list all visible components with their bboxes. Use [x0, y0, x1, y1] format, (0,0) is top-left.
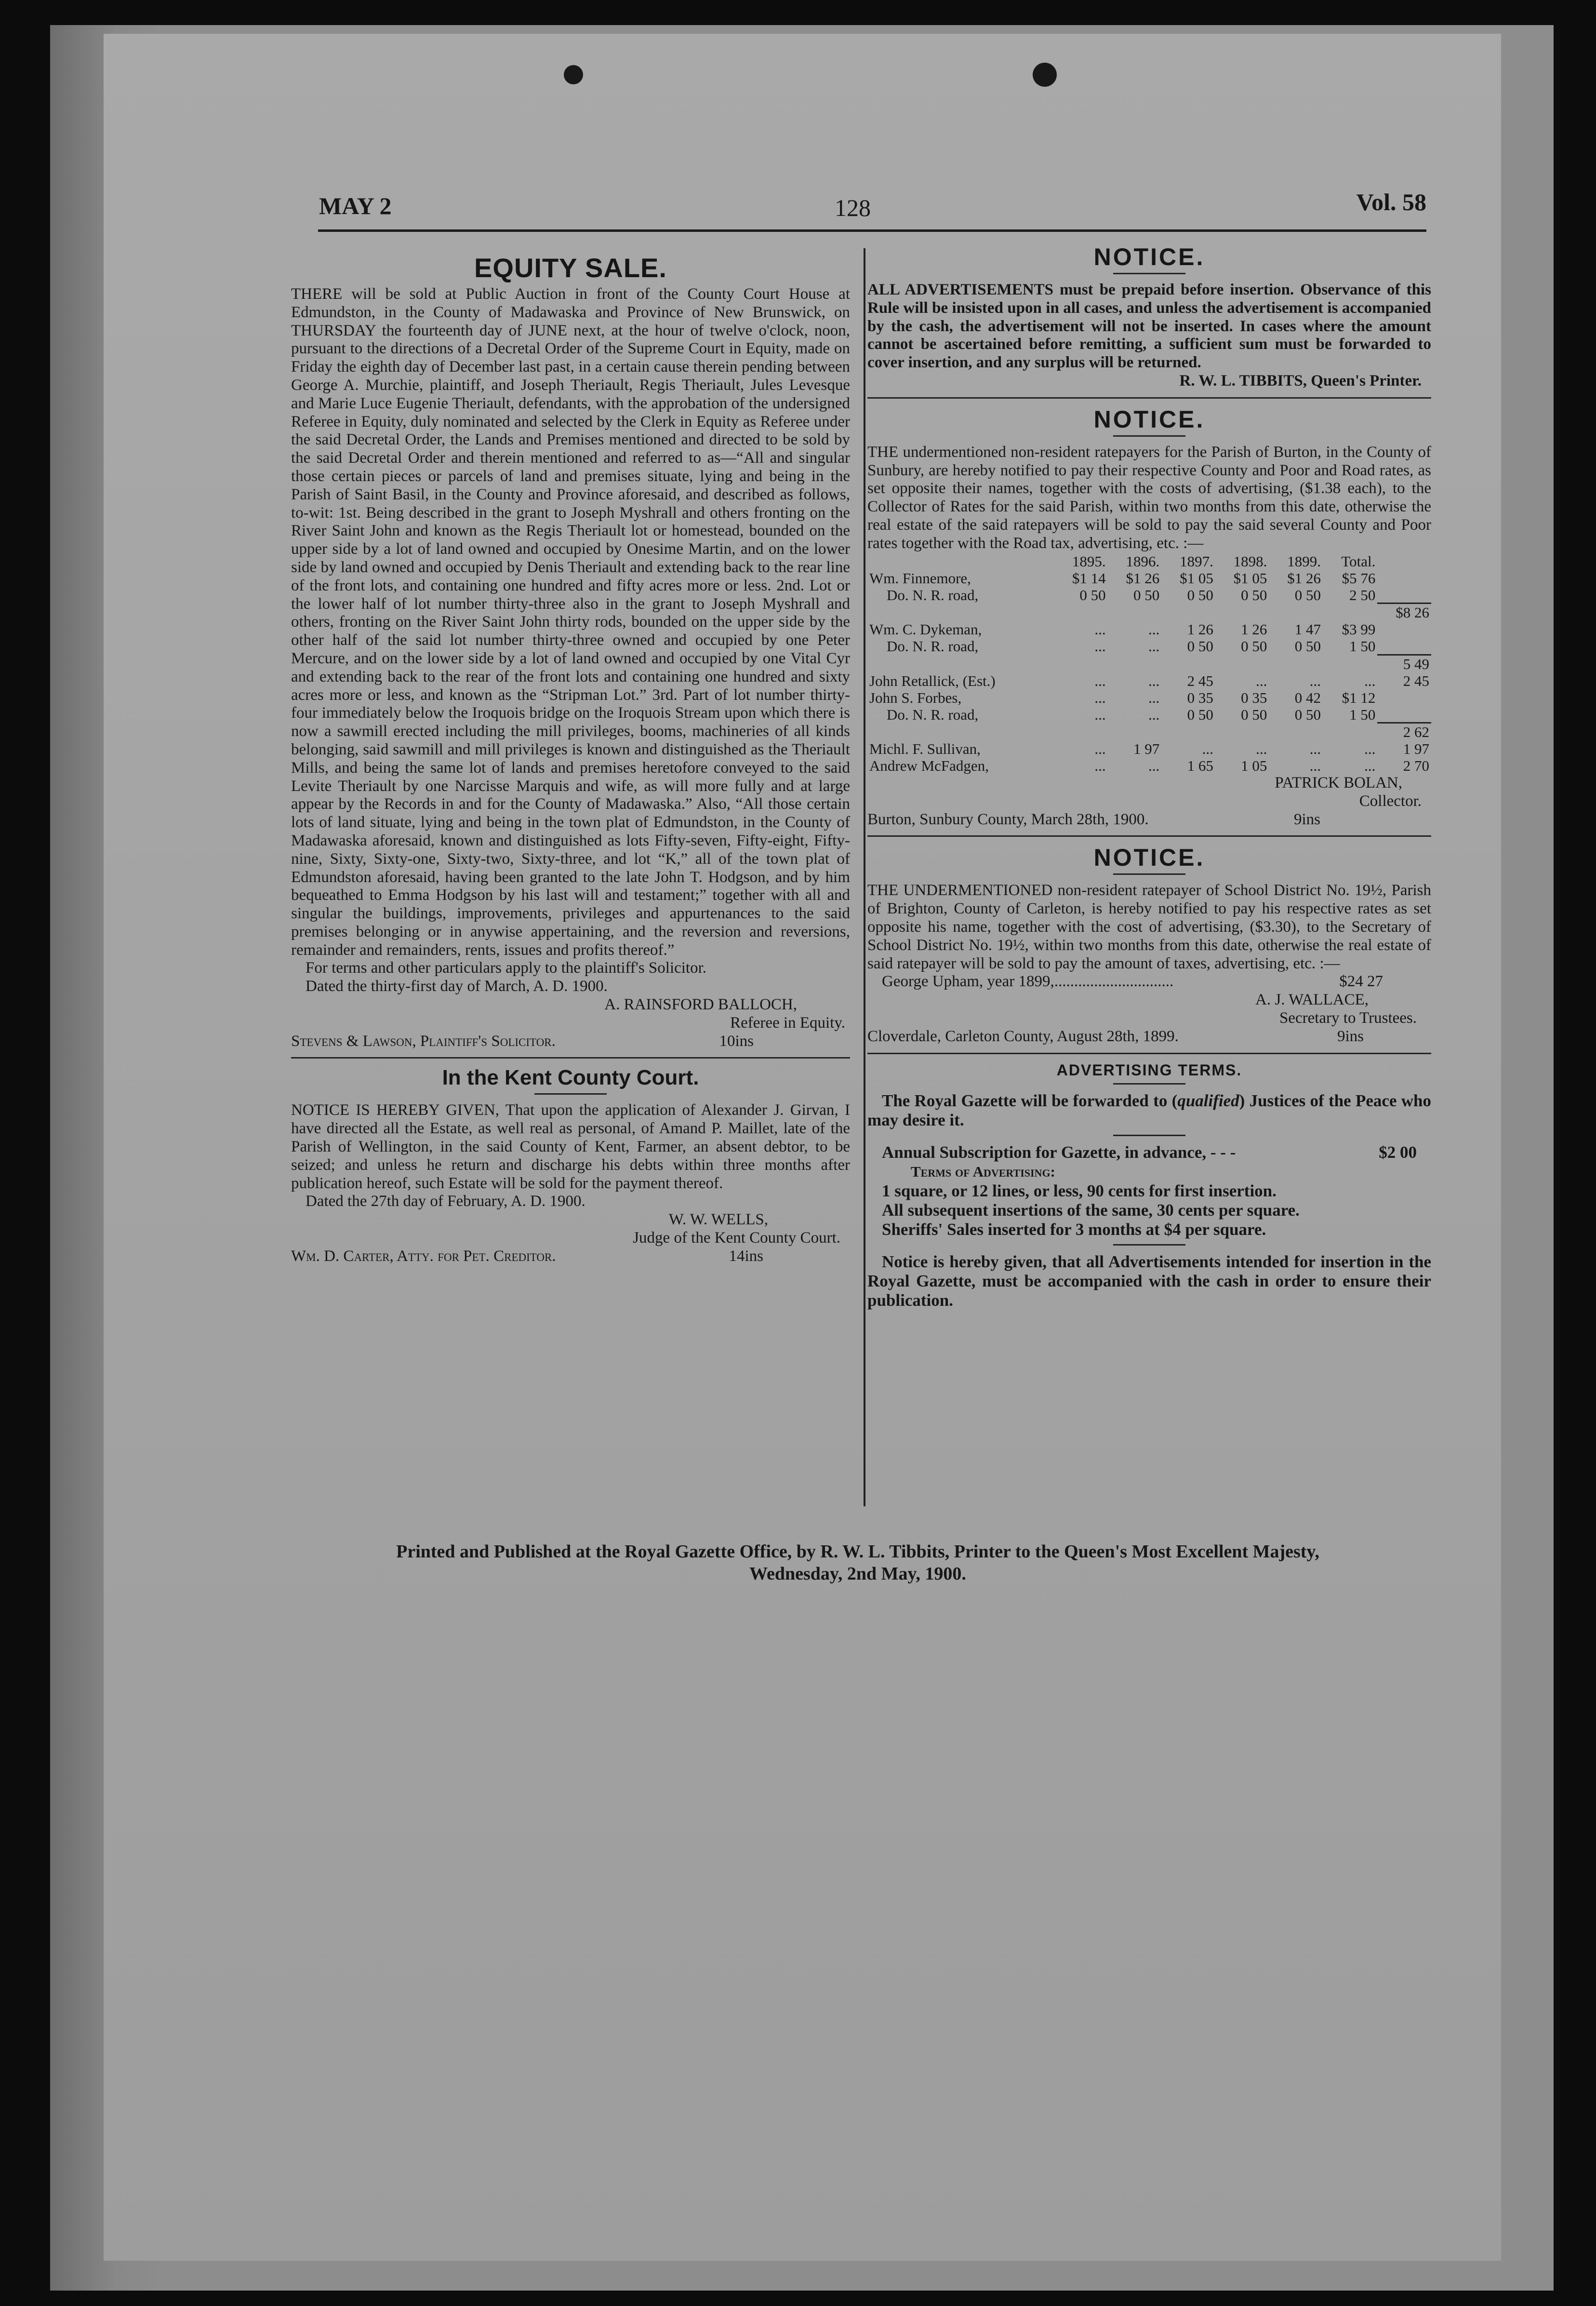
rate-cell	[1377, 638, 1431, 655]
burton-notice	[867, 403, 1431, 829]
equity-sale-title: EQUITY SALE.	[474, 253, 667, 283]
rate-cell	[1269, 723, 1323, 741]
section-rule	[867, 1053, 1431, 1054]
left-column	[291, 251, 850, 1266]
brighton-notice-body: THE UNDERMENTIONED non-resident ratepayer of School District No. 19½, Parish of Brighton, County of Carleton, is hereby notified to pay his respective rates as set opposite his name, together with the cost of advertising, ($3.30), to the Secretary of School District No. 19½, within two months from this date, otherwise the real estate of said ratepayer will be sold to pay the amount of taxes, advertising, etc. :—	[867, 882, 1431, 972]
rate-cell	[1269, 603, 1323, 621]
section-rule	[867, 397, 1431, 399]
rate-cell: ...	[1094, 672, 1106, 689]
equity-sale-dated: Dated the thirty-first day of March, A. D. 1900.	[306, 978, 608, 995]
advertising-terms-title: ADVERTISING TERMS.	[1056, 1061, 1242, 1079]
rate-cell: ...	[1094, 706, 1106, 723]
kent-court-signatory: W. W. WELLS,	[668, 1211, 768, 1229]
rate-cell: ...	[1094, 621, 1106, 638]
rate-cell: 0 35	[1241, 689, 1267, 706]
title-underline	[1113, 435, 1185, 437]
rate-cell: ...	[1148, 706, 1160, 723]
prepaid-notice-title: NOTICE.	[1093, 243, 1205, 270]
rate-cell	[1161, 723, 1215, 741]
subscription-price: $2 00	[1379, 1142, 1417, 1162]
page-number: 128	[835, 194, 871, 221]
rate-cell	[1161, 603, 1215, 621]
rate-cell	[1323, 603, 1377, 621]
brighton-notice-amount: $24 27	[1339, 973, 1383, 991]
rate-cell	[1054, 603, 1108, 621]
imprint	[289, 1541, 1426, 1585]
kent-court-attorney: Wm. D. Carter, Atty. for Pet. Creditor.	[291, 1247, 556, 1265]
subscription-label: Annual Subscription for Gazette, in advance, - - -	[882, 1142, 1236, 1162]
brighton-notice-entry: George Upham, year 1899,..............................	[882, 973, 1174, 991]
rate-cell	[1054, 723, 1108, 741]
rates-row	[867, 757, 1431, 774]
kent-court-title: In the Kent County Court.	[442, 1066, 699, 1090]
rate-cell: 2 45	[1403, 672, 1429, 689]
rates-row	[867, 621, 1431, 638]
burton-rates-table	[867, 553, 1431, 775]
equity-sale-signatory-title: Referee in Equity.	[730, 1014, 845, 1032]
prepaid-notice	[867, 241, 1431, 390]
rate-cell: ...	[1364, 757, 1376, 775]
rate-cell	[1215, 723, 1269, 741]
header-rule	[318, 229, 1426, 232]
imprint-line-1: Printed and Published at the Royal Gazette Office, by R. W. L. Tibbits, Printer to the Queen's Most Excellent Majesty,	[396, 1542, 1319, 1562]
rate-cell: 0 50	[1294, 586, 1321, 603]
prepaid-notice-signatory: R. W. L. TIBBITS, Queen's Printer.	[1179, 372, 1422, 389]
rate-cell: 1 05	[1241, 757, 1267, 775]
brighton-notice-place-date: Cloverdale, Carleton County, August 28th, 1899.	[867, 1027, 1179, 1045]
rate-cell	[1108, 723, 1162, 741]
rate-cell	[1377, 570, 1431, 587]
ratepayer-name: Michl. F. Sullivan,	[869, 740, 981, 758]
rate-cell: 5 49	[1377, 655, 1431, 672]
running-head	[319, 188, 1426, 226]
gazette-notice-emphasis: qualified	[1177, 1091, 1239, 1110]
equity-sale-signatory: A. RAINSFORD BALLOCH,	[604, 996, 797, 1014]
burton-notice-title: NOTICE.	[1093, 405, 1205, 433]
advertising-terms	[867, 1059, 1431, 1310]
short-rule	[1113, 1244, 1185, 1246]
rate-cell: 2 62	[1377, 723, 1431, 741]
equity-sale-notice	[291, 251, 850, 1050]
rate-cell: 0 50	[1187, 586, 1213, 603]
rate-cell: ...	[1256, 740, 1267, 758]
title-underline	[1113, 1083, 1185, 1085]
gazette-notice-text: The Royal Gazette will be forwarded to (	[882, 1091, 1178, 1110]
title-underline	[1113, 273, 1185, 274]
rates-row	[867, 723, 1431, 741]
issue-date: MAY 2	[319, 192, 392, 219]
brighton-notice-footer	[867, 1028, 1431, 1046]
rate-cell: $1 14	[1072, 569, 1106, 587]
rate-cell: 2 70	[1403, 757, 1429, 775]
rate-cell	[1054, 655, 1108, 672]
terms-item: Sheriffs' Sales inserted for 3 months at $4 per square.	[882, 1220, 1266, 1239]
rate-cell	[1323, 655, 1377, 672]
rate-cell: ...	[1364, 740, 1376, 758]
short-rule	[1113, 1135, 1185, 1136]
equity-sale-terms: For terms and other particulars apply to the plaintiff's Solicitor.	[306, 959, 707, 977]
rate-cell	[1215, 603, 1269, 621]
rate-cell: ...	[1094, 757, 1106, 775]
rate-cell: 0 50	[1241, 706, 1267, 723]
burton-notice-footer	[867, 811, 1431, 829]
rate-cell: ...	[1202, 740, 1213, 758]
kent-court-dated: Dated the 27th day of February, A. D. 1900.	[306, 1193, 585, 1210]
rates-row	[867, 570, 1431, 587]
ratepayer-name	[867, 723, 1054, 741]
rate-cell: ...	[1148, 621, 1160, 638]
rate-cell: ...	[1094, 689, 1106, 706]
rate-cell: 0 42	[1294, 689, 1321, 706]
gazette-notice	[867, 1091, 1431, 1130]
rate-cell: $1 05	[1180, 569, 1213, 587]
rate-cell: 1 47	[1294, 621, 1321, 638]
ratepayer-name: John S. Forbes,	[869, 689, 962, 706]
rate-cell	[1377, 587, 1431, 603]
rate-cell: 0 50	[1187, 638, 1213, 655]
terms-item: 1 square, or 12 lines, or less, 90 cents for first insertion.	[882, 1181, 1277, 1200]
rate-cell: ...	[1256, 672, 1267, 689]
ratepayer-name: Do. N. R. road,	[887, 706, 979, 723]
rate-cell: $3 99	[1342, 621, 1376, 638]
burton-notice-signatory-title: Collector.	[1359, 792, 1422, 810]
volume-number: Vol. 58	[1356, 188, 1426, 215]
rate-cell	[1161, 655, 1215, 672]
burton-notice-signatory: PATRICK BOLAN,	[1275, 774, 1402, 792]
ratepayer-name	[867, 603, 1054, 621]
rate-cell: 1 97	[1403, 740, 1429, 758]
rate-cell: ...	[1364, 672, 1376, 689]
terms-list	[867, 1181, 1431, 1239]
punch-hole-1	[564, 65, 583, 84]
equity-sale-footer	[291, 1032, 850, 1051]
ratepayer-name: Do. N. R. road,	[887, 638, 979, 655]
prepaid-notice-body: ALL ADVERTISEMENTS must be prepaid before insertion. Observance of this Rule will be insisted upon in all cases, and unless the advertisement is accompanied by the cash, the advertisement will not be inserted. In cases where the amount cannot be ascertained before remitting, a sufficient sum must be forwarded to cover insertion, and any surplus will be returned.	[867, 281, 1431, 372]
ratepayer-name: Wm. Finnemore,	[869, 569, 971, 587]
rate-cell: 0 50	[1241, 586, 1267, 603]
rate-cell	[1269, 655, 1323, 672]
rate-cell: $1 26	[1287, 569, 1321, 587]
rate-cell	[1215, 655, 1269, 672]
rate-cell	[1323, 723, 1377, 741]
rate-cell: 0 50	[1187, 706, 1213, 723]
rates-header-row	[867, 553, 1431, 570]
rate-cell: 2 50	[1349, 586, 1376, 603]
terms-closing: Notice is hereby given, that all Advertisements intended for insertion in the Royal Gazette, must be accompanied with the cash in order to ensure their publication.	[867, 1252, 1431, 1310]
brighton-notice-insertions: 9ins	[1337, 1027, 1364, 1045]
burton-notice-body: THE undermentioned non-resident ratepayers for the Parish of Burton, in the County of Sunbury, are hereby notified to pay their respective County and Poor and Road rates, as set opposite their names, together with the costs of advertising, ($1.38 each), to the Collector of Rates for the said Parish, within two months from this date, otherwise the real estate of the said ratepayers will be sold to pay the said several County and Poor rates together with the Road tax, advertising, etc. :—	[867, 443, 1431, 552]
column-header: 1899.	[1287, 552, 1321, 570]
ratepayer-name: John Retallick, (Est.)	[869, 672, 996, 689]
rate-cell: ...	[1309, 740, 1321, 758]
rate-cell: ...	[1148, 689, 1160, 706]
burton-notice-place-date: Burton, Sunbury County, March 28th, 1900.	[867, 810, 1149, 828]
equity-sale-solicitor: Stevens & Lawson, Plaintiff's Solicitor.	[291, 1032, 556, 1050]
kent-court-insertions: 14ins	[729, 1247, 763, 1265]
rate-cell: ...	[1094, 638, 1106, 655]
punch-hole-2	[1033, 63, 1057, 87]
rate-cell: 1 26	[1187, 621, 1213, 638]
rates-row	[867, 689, 1431, 706]
equity-sale-insertions: 10ins	[719, 1032, 754, 1050]
rate-cell	[1377, 706, 1431, 723]
rates-row	[867, 672, 1431, 689]
rate-cell: 0 50	[1133, 586, 1160, 603]
ratepayer-name: Do. N. R. road,	[887, 586, 979, 603]
imprint-line-2: Wednesday, 2nd May, 1900.	[749, 1564, 966, 1584]
brighton-notice	[867, 842, 1431, 1046]
rate-cell: 0 35	[1187, 689, 1213, 706]
column-header	[867, 553, 1054, 570]
rate-cell: 1 65	[1187, 757, 1213, 775]
title-underline	[1113, 873, 1185, 875]
ratepayer-name: Wm. C. Dykeman,	[869, 621, 982, 638]
rates-row	[867, 587, 1431, 603]
rates-row	[867, 740, 1431, 757]
rate-cell: 0 50	[1241, 638, 1267, 655]
rates-row	[867, 655, 1431, 672]
rate-cell: ...	[1148, 672, 1160, 689]
rate-cell	[1377, 621, 1431, 638]
rate-cell: $1 26	[1126, 569, 1160, 587]
rates-row	[867, 603, 1431, 621]
rate-cell: $5 76	[1342, 569, 1376, 587]
rate-cell: 0 50	[1294, 706, 1321, 723]
rate-cell	[1108, 655, 1162, 672]
rate-cell: 0 50	[1294, 638, 1321, 655]
equity-sale-body: THERE will be sold at Public Auction in front of the County Court House at Edmundston, in the County of Madawaska and Province of New Brunswick, on THURSDAY the fourteenth day of JUNE next, at the hour of twelve o'clock, noon, pursuant to the directions of a Decretal Order of the Supreme Court in Equity, made on Friday the eighth day of December last past, in a certain cause therein pending between George A. Murchie, plaintiff, and Joseph Theriault, Regis Theriault, Jules Levesque and Marie Luce Eugenie Theriault, defendants, with the approbation of the undersigned Referee in Equity, duly nominated and selected by the Clerk in Equity as Referee under the said Decretal Order, the Lands and Premises mentioned and directed to be sold by the said Decretal Order and therein mentioned and referred to as—“All and singular those certain pieces or parcels of land and premises situate, lying and being in the Parish of Saint Basil, in the County and Province aforesaid, and described as follows, to-wit: 1st. Being described in the grant to Joseph Myshrall and others fronting on the River Saint John and known as the Regis Theriault lot or homestead, bounded on the upper side by a lot of land owned and occupied by Onesime Martin, and on the lower side by land owned and occupied by Denis Theriault and extending back to the rear line of the front lots, and containing one hundred and fifty acres more or less. 2nd. Lot or the lower half of lot number thirty-three also in the grant to Joseph Myshrall and others, fronting on the River Saint John thirty rods, bounded on the upper side by the other half of the said lot number thirty-three owned and occupied by one Peter Mercure, and on the lower side by a lot of land owned and occupied by one Vital Cyr and extending back to the rear of the front lots and containing one hundred and sixty acres more or less, and known as the “Stripman Lot.” 3rd. Part of lot number thirty-four immediately below the Iroquois bridge on the Iroquois Stream upon which there is now a sawmill erected including the mill privileges, booms, machineries of all kinds belonging, said sawmill and mill privileges is known and distinguished as the Theriault Mills, and being the same lot of lands and premises heretofore conveyed to the said Levite Theriault by one Narcisse Marquis and wife, as will more fully and at large appear by the Records in and for the County of Madawaska.” Also, “All those certain lots of land situate, lying and being in the town plat of Edmundston, in the County of Madawaska aforesaid, known and distinguished as lots Fifty-seven, Fifty-eight, Fifty-nine, Sixty, Sixty-one, Sixty-two, Sixty-three, and lot “K,” all of the town plat of Edmundston aforesaid, having been granted to the late John T. Hodgson, and by him bequeathed to Emma Hodgson by his last will and testament;” together with all and singular the buildings, improvements, privileges and appurtenances to the said premises belonging or in anywise appertaining, and the reversion and reversions, remainder and remainders, rents, issues and profits thereof.”	[291, 285, 850, 959]
rate-cell: ...	[1309, 757, 1321, 775]
ratepayer-name: Andrew McFadgen,	[869, 757, 989, 775]
brighton-notice-signatory-title: Secretary to Trustees.	[1279, 1009, 1417, 1027]
column-header: 1897.	[1180, 552, 1213, 570]
section-rule	[291, 1057, 850, 1059]
brighton-notice-entry-row	[867, 973, 1431, 991]
rate-cell: ...	[1148, 638, 1160, 655]
column-header: 1898.	[1233, 552, 1267, 570]
terms-item: All subsequent insertions of the same, 30 cents per square.	[882, 1200, 1300, 1220]
title-underline	[534, 1093, 607, 1095]
rates-row	[867, 706, 1431, 723]
kent-court-signatory-title: Judge of the Kent County Court.	[633, 1229, 840, 1247]
terms-heading: Terms of Advertising:	[911, 1163, 1055, 1180]
rate-cell: ...	[1309, 672, 1321, 689]
rate-cell: 1 50	[1349, 638, 1376, 655]
rate-cell: 1 26	[1241, 621, 1267, 638]
kent-court-footer	[291, 1247, 850, 1266]
rate-cell: $1 12	[1342, 689, 1376, 706]
column-header	[1377, 553, 1431, 570]
column-rule	[864, 248, 865, 1506]
column-header: Total.	[1341, 552, 1376, 570]
rates-row	[867, 638, 1431, 655]
rate-cell: 0 50	[1079, 586, 1106, 603]
rate-cell: 1 97	[1133, 740, 1160, 758]
rates-body	[867, 570, 1431, 775]
column-header: 1895.	[1072, 552, 1106, 570]
rate-cell: $8 26	[1377, 603, 1431, 621]
rate-cell	[1377, 689, 1431, 706]
rate-cell: ...	[1094, 740, 1106, 758]
column-header: 1896.	[1126, 552, 1160, 570]
section-rule	[867, 835, 1431, 837]
subscription-row	[867, 1143, 1431, 1162]
burton-notice-insertions: 9ins	[1293, 810, 1320, 828]
rate-cell: ...	[1148, 757, 1160, 775]
rate-cell: $1 05	[1233, 569, 1267, 587]
rate-cell	[1108, 603, 1162, 621]
right-column	[867, 241, 1431, 1310]
brighton-notice-title: NOTICE.	[1093, 844, 1205, 871]
kent-court-notice	[291, 1063, 850, 1265]
ratepayer-name	[867, 655, 1054, 672]
kent-court-body: NOTICE IS HEREBY GIVEN, That upon the application of Alexander J. Girvan, I have directed all the Estate, as well real as personal, of Amand P. Maillet, late of the Parish of Wellington, in the said County of Kent, Farmer, an absent debtor, to be seized; and unless he return and discharge his debts within three months after publication hereof, such Estate will be sold for the payment thereof.	[291, 1101, 850, 1192]
gazette-notice-text: ) Justices of the Peace who may desire it.	[867, 1091, 1431, 1129]
rate-cell: 2 45	[1187, 672, 1213, 689]
rate-cell: 1 50	[1349, 706, 1376, 723]
brighton-notice-signatory: A. J. WALLACE,	[1255, 991, 1369, 1009]
